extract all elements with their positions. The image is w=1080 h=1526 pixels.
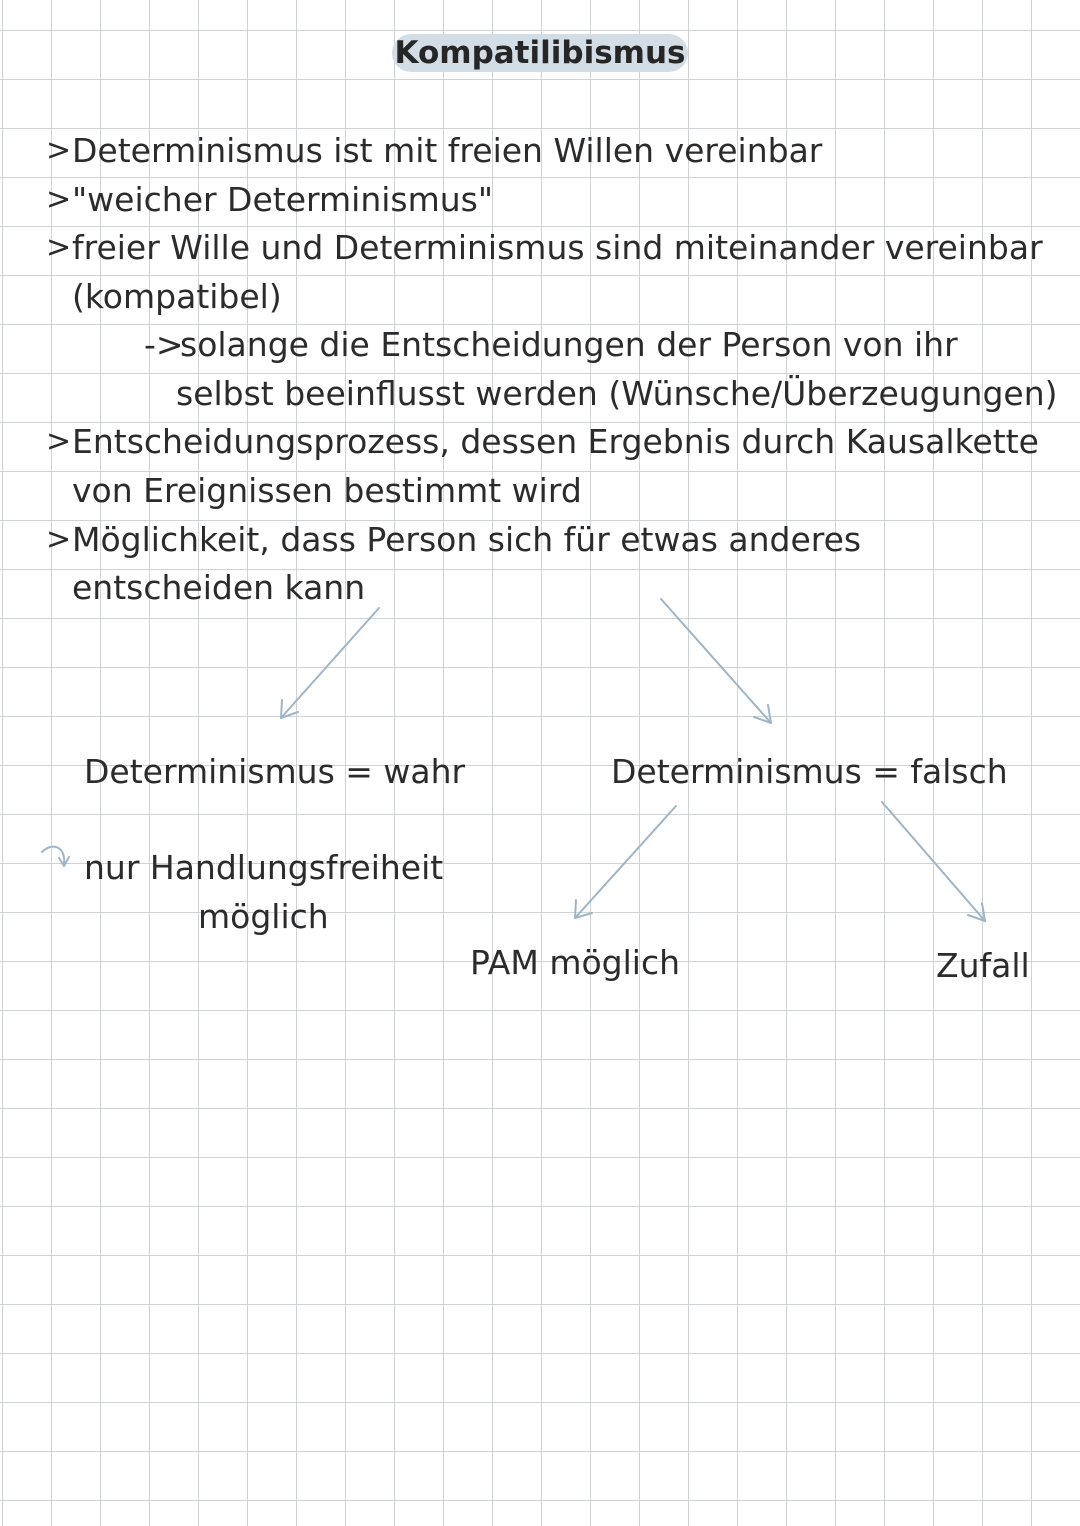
- bullet-1-line-1: Determinismus ist mit freien Willen vereinbar: [72, 131, 823, 170]
- arrow-to-false-icon: [661, 599, 771, 723]
- page-title: Kompatilibismus: [392, 34, 688, 72]
- bullet-4-line-2: von Ereignissen bestimmt wird: [72, 471, 582, 510]
- bullet-marker-5: >: [46, 522, 72, 557]
- bullet-4-line-1: Entscheidungsprozess, dessen Ergebnis durch Kausalkette: [72, 422, 1039, 461]
- bullet-marker-1: >: [46, 133, 72, 168]
- left-consequence-line-1: nur Handlungsfreiheit: [84, 848, 444, 887]
- left-consequence-line-2: möglich: [198, 897, 329, 936]
- bullet-marker-2: >: [46, 182, 72, 217]
- arrow-to-true-icon: [281, 608, 379, 718]
- sub-note-line-1: solange die Entscheidungen der Person von ihr: [180, 325, 958, 364]
- bullet-3-line-2: (kompatibel): [72, 277, 282, 316]
- bullet-marker-3: >: [46, 230, 72, 265]
- right-outcome-pam: PAM möglich: [470, 943, 681, 982]
- branch-right-label: Determinismus = falsch: [611, 752, 1008, 791]
- branch-left-label: Determinismus = wahr: [84, 752, 466, 791]
- bullet-5-line-1: Möglichkeit, dass Person sich für etwas anderes: [72, 520, 862, 559]
- curved-arrow-icon: [42, 847, 69, 866]
- bullet-2-line-1: "weicher Determinismus": [72, 180, 494, 219]
- arrow-to-zufall-icon: [882, 802, 985, 921]
- bullet-marker-4: >: [46, 424, 72, 459]
- sub-note-line-2: selbst beeinflusst werden (Wünsche/Überzeugungen): [176, 374, 1058, 413]
- bullet-3-line-1: freier Wille und Determinismus sind miteinander vereinbar: [72, 228, 1043, 267]
- bullet-5-line-2: entscheiden kann: [72, 568, 366, 607]
- arrow-to-pam-icon: [575, 806, 676, 918]
- right-outcome-zufall: Zufall: [936, 946, 1030, 985]
- sub-note-arrow: ->: [144, 325, 184, 364]
